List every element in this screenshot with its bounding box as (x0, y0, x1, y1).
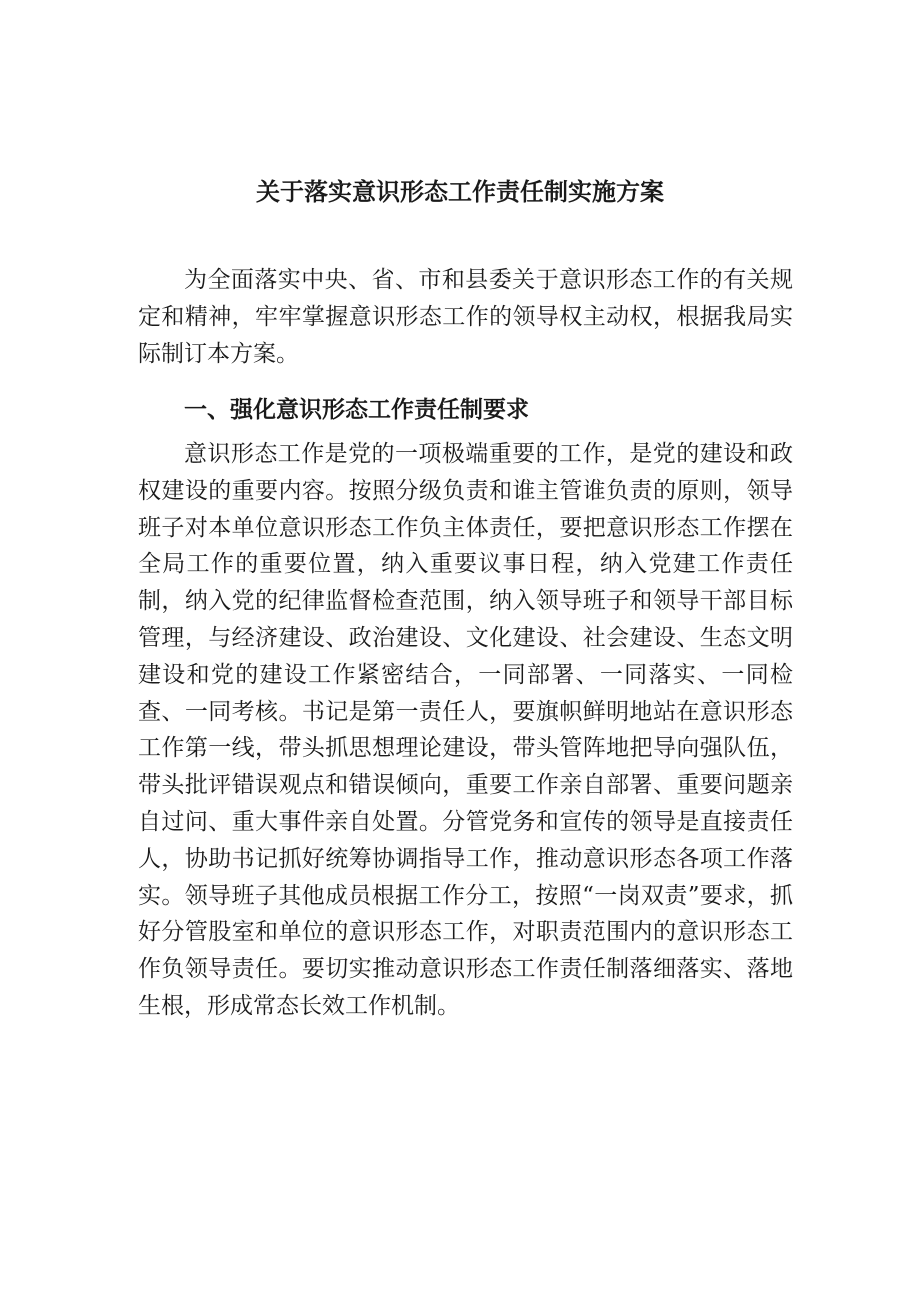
document-title: 关于落实意识形态工作责任制实施方案 (256, 178, 664, 206)
section-heading-1: 一、强化意识形态工作责任制要求 (184, 397, 529, 423)
intro-paragraph: 为全面落实中央、省、市和县委关于意识形态工作的有关规定和精神，牢牢掌握意识形态工作的领导权主动权，根据我局实际制订本方案。 (138, 267, 793, 367)
section-paragraph-1: 意识形态工作是党的一项极端重要的工作，是党的建设和政权建设的重要内容。按照分级负责和谁主管谁负责的原则，领导班子对本单位意识形态工作负主体责任，要把意识形态工作摆在全局工作的重要位置，纳入重要议事日程，纳入党建工作责任制，纳入党的纪律监督检查范围，纳入领导班子和领导干部目标管理，与经济建设、政治建设、文化建设、社会建设、生态文明建设和党的建设工作紧密结合，一同部署、一同落实、一同检查、一同考核。书记是第一责任人，要旗帜鲜明地站在意识形态工作第一线，带头抓思想理论建设，带头管阵地把导向强队伍，带头批评错误观点和错误倾向，重要工作亲自部署、重要问题亲自过问、重大事件亲自处置。分管党务和宣传的领导是直接责任人，协助书记抓好统筹协调指导工作，推动意识形态各项工作落实。领导班子其他成员根据工作分工，按照“一岗双责”要求，抓好分管股室和单位的意识形态工作，对职责范围内的意识形态工作负领导责任。要切实推动意识形态工作责任制落细落实、落地生根，形成常态长效工作机制。 (138, 441, 793, 1019)
